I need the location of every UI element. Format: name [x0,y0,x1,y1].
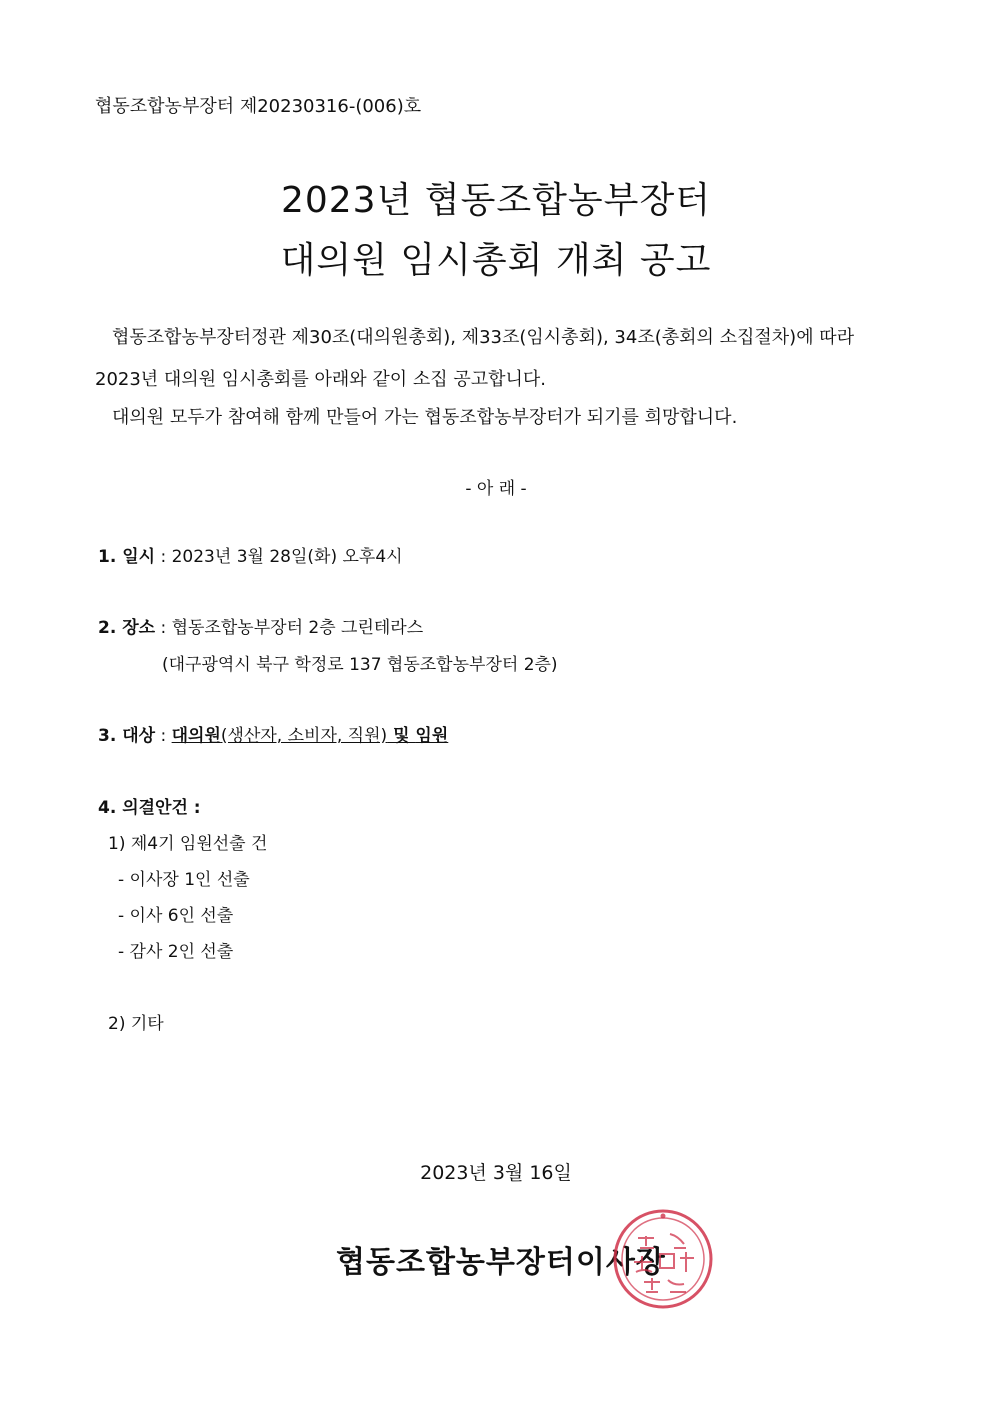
agenda-sub-1-item: - 이사장 1인 선출 [118,870,250,890]
below-heading: - 아 래 - [465,479,527,499]
document-number: 협동조합농부장터 제20230316-(006)호 [95,96,422,117]
agenda-sub-1: 1) 제4기 임원선출 건 [108,834,268,854]
agenda-sub-1-item: - 감사 2인 선출 [118,942,234,962]
intro-line-3: 대의원 모두가 참여해 함께 만들어 가는 협동조합농부장터가 되기를 희망합니다. [112,407,738,428]
target-delegates: 대의원 [171,726,221,746]
issue-date: 2023년 3월 16일 [420,1162,572,1184]
item-date [98,542,403,567]
title-line-1: 2023년 협동조합농부장터 [280,180,712,221]
title-line-2: 대의원 임시총회 개최 공고 [280,240,712,281]
target-and: 및 [387,726,416,746]
item-place [98,613,423,638]
target-delegates-detail: (생산자, 소비자, 직원) [220,726,388,746]
item-place-value: 협동조합농부장터 2층 그린테라스 [171,618,424,638]
item-date-value: 2023년 3월 28일(화) 오후4시 [171,547,403,567]
agenda-sub-2: 2) 기타 [108,1014,164,1034]
intro-line-2: 2023년 대의원 임시총회를 아래와 같이 소집 공고합니다. [95,369,547,390]
item-place-address: (대구광역시 북구 학정로 137 협동조합농부장터 2층) [162,655,558,675]
item-place-label: 2. 장소 [98,618,156,638]
item-date-label: 1. 일시 [98,547,156,567]
item-target-label: 3. 대상 [98,726,156,746]
target-officers: 임원 [415,726,449,746]
item-target-value [172,726,449,746]
agenda-sub-1-item: - 이사 6인 선출 [118,906,234,926]
item-target-separator: : [155,726,172,746]
item-agenda-label: 4. 의결안건 : [98,798,201,818]
official-seal-icon [610,1206,716,1312]
signature-chairman: 협동조합농부장터이사장 [336,1245,666,1280]
item-place-separator: : [155,618,172,638]
intro-line-1: 협동조합농부장터정관 제30조(대의원총회), 제33조(임시총회), 34조(총회의 소집절차)에 따라 [112,327,855,348]
item-target [98,721,448,746]
item-date-separator: : [155,547,172,567]
